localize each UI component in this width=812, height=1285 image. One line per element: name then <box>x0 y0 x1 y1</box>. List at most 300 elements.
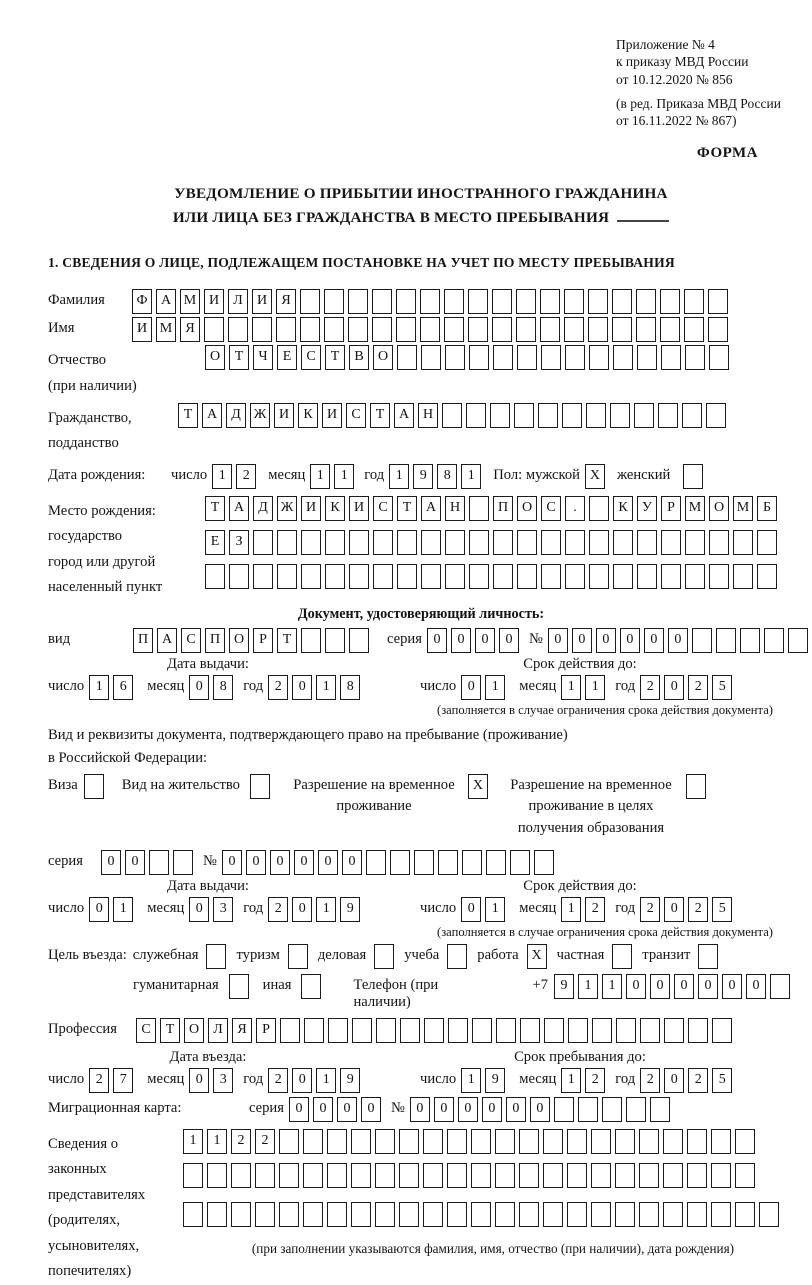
char-cell[interactable] <box>565 564 585 589</box>
char-cell[interactable] <box>397 530 417 555</box>
char-cell[interactable]: И <box>204 289 224 314</box>
char-cell[interactable] <box>207 1202 227 1227</box>
char-cell[interactable]: 0 <box>458 1097 478 1122</box>
char-cell[interactable] <box>708 317 728 342</box>
char-cell[interactable] <box>351 1202 371 1227</box>
char-cell[interactable]: Р <box>253 628 273 653</box>
char-cell[interactable]: О <box>229 628 249 653</box>
char-cell[interactable] <box>414 850 434 875</box>
char-cell[interactable]: 0 <box>337 1097 357 1122</box>
char-cell[interactable] <box>661 564 681 589</box>
char-cell[interactable] <box>349 628 369 653</box>
char-cell[interactable] <box>492 289 512 314</box>
char-cell[interactable]: 9 <box>413 464 433 489</box>
char-cell[interactable] <box>516 317 536 342</box>
char-cell[interactable]: 1 <box>316 1068 336 1093</box>
char-cell[interactable] <box>687 1129 707 1154</box>
char-cell[interactable] <box>471 1129 491 1154</box>
char-cell[interactable]: Т <box>205 496 225 521</box>
char-cell[interactable] <box>421 564 441 589</box>
char-cell[interactable] <box>711 1129 731 1154</box>
char-cell[interactable] <box>543 1202 563 1227</box>
char-cell[interactable]: К <box>298 403 318 428</box>
char-cell[interactable] <box>490 403 510 428</box>
char-cell[interactable]: П <box>133 628 153 653</box>
char-cell[interactable] <box>348 289 368 314</box>
char-cell[interactable] <box>397 345 417 370</box>
char-cell[interactable]: Т <box>370 403 390 428</box>
char-cell[interactable]: 2 <box>585 897 605 922</box>
char-cell[interactable]: 1 <box>389 464 409 489</box>
char-cell[interactable] <box>351 1129 371 1154</box>
char-cell[interactable]: 0 <box>572 628 592 653</box>
char-cell[interactable] <box>613 564 633 589</box>
char-cell[interactable] <box>471 1202 491 1227</box>
char-cell[interactable] <box>708 289 728 314</box>
char-cell[interactable] <box>540 289 560 314</box>
char-cell[interactable]: 0 <box>722 974 742 999</box>
char-cell[interactable] <box>469 564 489 589</box>
char-cell[interactable]: 1 <box>561 675 581 700</box>
char-cell[interactable] <box>376 1018 396 1043</box>
char-cell[interactable]: М <box>685 496 705 521</box>
char-cell[interactable] <box>493 564 513 589</box>
char-cell[interactable]: 9 <box>340 897 360 922</box>
char-cell[interactable] <box>616 1018 636 1043</box>
char-cell[interactable] <box>565 530 585 555</box>
purpose-work-checkbox[interactable]: X <box>527 944 547 969</box>
char-cell[interactable] <box>663 1202 683 1227</box>
char-cell[interactable] <box>589 496 609 521</box>
char-cell[interactable] <box>325 530 345 555</box>
char-cell[interactable] <box>324 317 344 342</box>
char-cell[interactable] <box>788 628 808 653</box>
char-cell[interactable]: 2 <box>268 1068 288 1093</box>
char-cell[interactable]: К <box>613 496 633 521</box>
char-cell[interactable] <box>486 850 506 875</box>
char-cell[interactable]: 0 <box>222 850 242 875</box>
char-cell[interactable]: 0 <box>620 628 640 653</box>
char-cell[interactable]: Н <box>418 403 438 428</box>
purpose-humanitarian-checkbox[interactable] <box>229 974 249 999</box>
char-cell[interactable] <box>591 1202 611 1227</box>
char-cell[interactable]: 0 <box>294 850 314 875</box>
char-cell[interactable]: 1 <box>578 974 598 999</box>
char-cell[interactable]: 1 <box>461 464 481 489</box>
char-cell[interactable]: С <box>136 1018 156 1043</box>
char-cell[interactable] <box>711 1163 731 1188</box>
char-cell[interactable] <box>543 1163 563 1188</box>
char-cell[interactable] <box>231 1163 251 1188</box>
char-cell[interactable]: 2 <box>688 675 708 700</box>
char-cell[interactable]: С <box>301 345 321 370</box>
char-cell[interactable] <box>396 289 416 314</box>
char-cell[interactable]: 0 <box>650 974 670 999</box>
char-cell[interactable]: К <box>325 496 345 521</box>
char-cell[interactable] <box>468 317 488 342</box>
char-cell[interactable]: О <box>709 496 729 521</box>
char-cell[interactable] <box>366 850 386 875</box>
temp-residence-edu-checkbox[interactable] <box>686 774 706 799</box>
char-cell[interactable]: О <box>373 345 393 370</box>
char-cell[interactable]: П <box>493 496 513 521</box>
char-cell[interactable]: А <box>229 496 249 521</box>
purpose-private-checkbox[interactable] <box>612 944 632 969</box>
char-cell[interactable] <box>253 530 273 555</box>
char-cell[interactable] <box>639 1163 659 1188</box>
purpose-tourism-checkbox[interactable] <box>288 944 308 969</box>
char-cell[interactable] <box>757 564 777 589</box>
char-cell[interactable] <box>255 1202 275 1227</box>
char-cell[interactable] <box>733 564 753 589</box>
char-cell[interactable]: Ч <box>253 345 273 370</box>
char-cell[interactable]: И <box>349 496 369 521</box>
char-cell[interactable]: 0 <box>89 897 109 922</box>
char-cell[interactable] <box>424 1018 444 1043</box>
char-cell[interactable] <box>255 1163 275 1188</box>
char-cell[interactable] <box>253 564 273 589</box>
char-cell[interactable] <box>303 1163 323 1188</box>
char-cell[interactable] <box>348 317 368 342</box>
char-cell[interactable] <box>444 317 464 342</box>
char-cell[interactable]: И <box>132 317 152 342</box>
char-cell[interactable] <box>327 1129 347 1154</box>
char-cell[interactable] <box>495 1163 515 1188</box>
char-cell[interactable] <box>613 530 633 555</box>
char-cell[interactable] <box>372 289 392 314</box>
char-cell[interactable]: Б <box>757 496 777 521</box>
char-cell[interactable] <box>325 628 345 653</box>
char-cell[interactable]: М <box>733 496 753 521</box>
char-cell[interactable] <box>375 1202 395 1227</box>
char-cell[interactable]: 0 <box>668 628 688 653</box>
char-cell[interactable] <box>279 1163 299 1188</box>
char-cell[interactable] <box>543 1129 563 1154</box>
purpose-other-checkbox[interactable] <box>301 974 321 999</box>
char-cell[interactable] <box>510 850 530 875</box>
char-cell[interactable]: 2 <box>255 1129 275 1154</box>
char-cell[interactable] <box>562 403 582 428</box>
temp-residence-checkbox[interactable]: X <box>468 774 488 799</box>
char-cell[interactable]: . <box>565 496 585 521</box>
char-cell[interactable] <box>610 403 630 428</box>
char-cell[interactable]: М <box>180 289 200 314</box>
char-cell[interactable]: Я <box>232 1018 252 1043</box>
char-cell[interactable]: 7 <box>113 1068 133 1093</box>
char-cell[interactable] <box>733 530 753 555</box>
char-cell[interactable]: 0 <box>664 1068 684 1093</box>
char-cell[interactable]: Т <box>229 345 249 370</box>
char-cell[interactable] <box>602 1097 622 1122</box>
sex-male-checkbox[interactable]: X <box>585 464 605 489</box>
char-cell[interactable]: Л <box>228 289 248 314</box>
char-cell[interactable] <box>634 403 654 428</box>
char-cell[interactable] <box>303 1129 323 1154</box>
char-cell[interactable]: 0 <box>246 850 266 875</box>
char-cell[interactable]: Т <box>277 628 297 653</box>
char-cell[interactable] <box>373 530 393 555</box>
purpose-transit-checkbox[interactable] <box>698 944 718 969</box>
char-cell[interactable]: 1 <box>485 897 505 922</box>
char-cell[interactable]: 5 <box>712 1068 732 1093</box>
char-cell[interactable] <box>207 1163 227 1188</box>
char-cell[interactable] <box>541 345 561 370</box>
char-cell[interactable]: 1 <box>113 897 133 922</box>
char-cell[interactable] <box>709 564 729 589</box>
char-cell[interactable] <box>349 530 369 555</box>
char-cell[interactable] <box>300 317 320 342</box>
char-cell[interactable]: С <box>181 628 201 653</box>
char-cell[interactable]: О <box>205 345 225 370</box>
char-cell[interactable]: Я <box>180 317 200 342</box>
char-cell[interactable] <box>492 317 512 342</box>
char-cell[interactable] <box>372 317 392 342</box>
char-cell[interactable]: 0 <box>101 850 121 875</box>
char-cell[interactable]: 0 <box>451 628 471 653</box>
char-cell[interactable] <box>519 1163 539 1188</box>
char-cell[interactable]: П <box>205 628 225 653</box>
char-cell[interactable] <box>447 1129 467 1154</box>
char-cell[interactable]: 0 <box>664 897 684 922</box>
char-cell[interactable]: И <box>252 289 272 314</box>
char-cell[interactable] <box>466 403 486 428</box>
char-cell[interactable] <box>716 628 736 653</box>
char-cell[interactable]: С <box>373 496 393 521</box>
char-cell[interactable] <box>640 1018 660 1043</box>
char-cell[interactable] <box>567 1163 587 1188</box>
char-cell[interactable] <box>615 1202 635 1227</box>
char-cell[interactable] <box>568 1018 588 1043</box>
char-cell[interactable]: А <box>421 496 441 521</box>
char-cell[interactable] <box>612 289 632 314</box>
char-cell[interactable]: Ж <box>250 403 270 428</box>
char-cell[interactable]: 2 <box>268 897 288 922</box>
char-cell[interactable] <box>495 1202 515 1227</box>
char-cell[interactable]: У <box>637 496 657 521</box>
visa-checkbox[interactable] <box>84 774 104 799</box>
char-cell[interactable] <box>300 289 320 314</box>
char-cell[interactable] <box>637 345 657 370</box>
char-cell[interactable]: 1 <box>602 974 622 999</box>
char-cell[interactable] <box>228 317 248 342</box>
char-cell[interactable]: 0 <box>461 897 481 922</box>
char-cell[interactable] <box>636 317 656 342</box>
char-cell[interactable]: 0 <box>342 850 362 875</box>
char-cell[interactable] <box>517 345 537 370</box>
char-cell[interactable] <box>304 1018 324 1043</box>
char-cell[interactable]: 0 <box>313 1097 333 1122</box>
char-cell[interactable] <box>567 1129 587 1154</box>
char-cell[interactable]: 6 <box>113 675 133 700</box>
char-cell[interactable]: 0 <box>482 1097 502 1122</box>
char-cell[interactable] <box>661 530 681 555</box>
char-cell[interactable] <box>685 564 705 589</box>
char-cell[interactable]: 1 <box>485 675 505 700</box>
char-cell[interactable] <box>447 1163 467 1188</box>
char-cell[interactable]: 9 <box>340 1068 360 1093</box>
char-cell[interactable]: 1 <box>461 1068 481 1093</box>
char-cell[interactable] <box>712 1018 732 1043</box>
char-cell[interactable] <box>687 1202 707 1227</box>
char-cell[interactable] <box>578 1097 598 1122</box>
residence-permit-checkbox[interactable] <box>250 774 270 799</box>
char-cell[interactable] <box>684 317 704 342</box>
char-cell[interactable] <box>589 345 609 370</box>
char-cell[interactable]: 2 <box>640 897 660 922</box>
char-cell[interactable]: Ж <box>277 496 297 521</box>
char-cell[interactable] <box>759 1202 779 1227</box>
char-cell[interactable]: З <box>229 530 249 555</box>
char-cell[interactable] <box>709 530 729 555</box>
char-cell[interactable] <box>520 1018 540 1043</box>
char-cell[interactable] <box>615 1129 635 1154</box>
char-cell[interactable] <box>448 1018 468 1043</box>
char-cell[interactable] <box>615 1163 635 1188</box>
char-cell[interactable] <box>639 1129 659 1154</box>
char-cell[interactable] <box>349 564 369 589</box>
char-cell[interactable] <box>445 345 465 370</box>
char-cell[interactable]: А <box>157 628 177 653</box>
char-cell[interactable] <box>400 1018 420 1043</box>
char-cell[interactable] <box>303 1202 323 1227</box>
char-cell[interactable] <box>692 628 712 653</box>
char-cell[interactable] <box>444 289 464 314</box>
char-cell[interactable]: 9 <box>554 974 574 999</box>
char-cell[interactable] <box>149 850 169 875</box>
char-cell[interactable]: 0 <box>125 850 145 875</box>
purpose-business-checkbox[interactable] <box>374 944 394 969</box>
char-cell[interactable] <box>544 1018 564 1043</box>
char-cell[interactable] <box>493 530 513 555</box>
char-cell[interactable]: Е <box>277 345 297 370</box>
char-cell[interactable] <box>468 289 488 314</box>
char-cell[interactable]: 5 <box>712 675 732 700</box>
char-cell[interactable]: 1 <box>183 1129 203 1154</box>
char-cell[interactable] <box>636 289 656 314</box>
char-cell[interactable] <box>469 345 489 370</box>
char-cell[interactable]: 8 <box>437 464 457 489</box>
purpose-official-checkbox[interactable] <box>206 944 226 969</box>
char-cell[interactable]: С <box>541 496 561 521</box>
char-cell[interactable]: 1 <box>212 464 232 489</box>
char-cell[interactable]: Ф <box>132 289 152 314</box>
char-cell[interactable]: 1 <box>561 1068 581 1093</box>
char-cell[interactable]: 0 <box>289 1097 309 1122</box>
char-cell[interactable]: И <box>301 496 321 521</box>
char-cell[interactable]: Р <box>661 496 681 521</box>
char-cell[interactable] <box>757 530 777 555</box>
char-cell[interactable] <box>564 317 584 342</box>
char-cell[interactable] <box>538 403 558 428</box>
char-cell[interactable] <box>469 496 489 521</box>
char-cell[interactable] <box>279 1129 299 1154</box>
char-cell[interactable] <box>399 1202 419 1227</box>
char-cell[interactable]: Н <box>445 496 465 521</box>
char-cell[interactable]: 0 <box>506 1097 526 1122</box>
char-cell[interactable] <box>565 345 585 370</box>
char-cell[interactable] <box>447 1202 467 1227</box>
char-cell[interactable]: 0 <box>530 1097 550 1122</box>
char-cell[interactable] <box>229 564 249 589</box>
char-cell[interactable]: 0 <box>644 628 664 653</box>
char-cell[interactable]: М <box>156 317 176 342</box>
char-cell[interactable]: И <box>322 403 342 428</box>
char-cell[interactable]: 1 <box>316 897 336 922</box>
char-cell[interactable]: 0 <box>361 1097 381 1122</box>
char-cell[interactable]: 2 <box>89 1068 109 1093</box>
char-cell[interactable] <box>173 850 193 875</box>
char-cell[interactable] <box>735 1163 755 1188</box>
char-cell[interactable] <box>664 1018 684 1043</box>
char-cell[interactable]: 2 <box>268 675 288 700</box>
char-cell[interactable] <box>592 1018 612 1043</box>
char-cell[interactable] <box>637 530 657 555</box>
char-cell[interactable] <box>639 1202 659 1227</box>
char-cell[interactable] <box>735 1129 755 1154</box>
char-cell[interactable] <box>204 317 224 342</box>
char-cell[interactable] <box>397 564 417 589</box>
char-cell[interactable] <box>685 345 705 370</box>
char-cell[interactable] <box>420 317 440 342</box>
char-cell[interactable] <box>493 345 513 370</box>
char-cell[interactable]: Я <box>276 289 296 314</box>
char-cell[interactable]: 2 <box>640 675 660 700</box>
char-cell[interactable]: 0 <box>626 974 646 999</box>
char-cell[interactable] <box>517 530 537 555</box>
char-cell[interactable]: В <box>349 345 369 370</box>
char-cell[interactable]: 0 <box>427 628 447 653</box>
char-cell[interactable]: Д <box>253 496 273 521</box>
char-cell[interactable] <box>277 530 297 555</box>
char-cell[interactable] <box>279 1202 299 1227</box>
char-cell[interactable] <box>663 1129 683 1154</box>
char-cell[interactable]: 0 <box>434 1097 454 1122</box>
char-cell[interactable]: 3 <box>213 897 233 922</box>
char-cell[interactable] <box>711 1202 731 1227</box>
char-cell[interactable]: 0 <box>292 1068 312 1093</box>
char-cell[interactable] <box>471 1163 491 1188</box>
char-cell[interactable] <box>612 317 632 342</box>
char-cell[interactable]: 1 <box>316 675 336 700</box>
char-cell[interactable] <box>375 1129 395 1154</box>
char-cell[interactable]: Т <box>397 496 417 521</box>
char-cell[interactable] <box>183 1163 203 1188</box>
char-cell[interactable] <box>396 317 416 342</box>
char-cell[interactable]: 8 <box>340 675 360 700</box>
char-cell[interactable] <box>660 317 680 342</box>
char-cell[interactable] <box>554 1097 574 1122</box>
char-cell[interactable] <box>586 403 606 428</box>
char-cell[interactable] <box>276 317 296 342</box>
char-cell[interactable] <box>685 530 705 555</box>
char-cell[interactable]: А <box>394 403 414 428</box>
char-cell[interactable] <box>688 1018 708 1043</box>
char-cell[interactable]: И <box>274 403 294 428</box>
char-cell[interactable]: 1 <box>89 675 109 700</box>
char-cell[interactable] <box>421 345 441 370</box>
char-cell[interactable]: 1 <box>207 1129 227 1154</box>
char-cell[interactable] <box>650 1097 670 1122</box>
char-cell[interactable] <box>519 1129 539 1154</box>
char-cell[interactable] <box>183 1202 203 1227</box>
char-cell[interactable]: 5 <box>712 897 732 922</box>
char-cell[interactable] <box>390 850 410 875</box>
char-cell[interactable]: 0 <box>461 675 481 700</box>
char-cell[interactable]: 2 <box>688 1068 708 1093</box>
char-cell[interactable] <box>327 1202 347 1227</box>
char-cell[interactable] <box>540 317 560 342</box>
purpose-study-checkbox[interactable] <box>447 944 467 969</box>
